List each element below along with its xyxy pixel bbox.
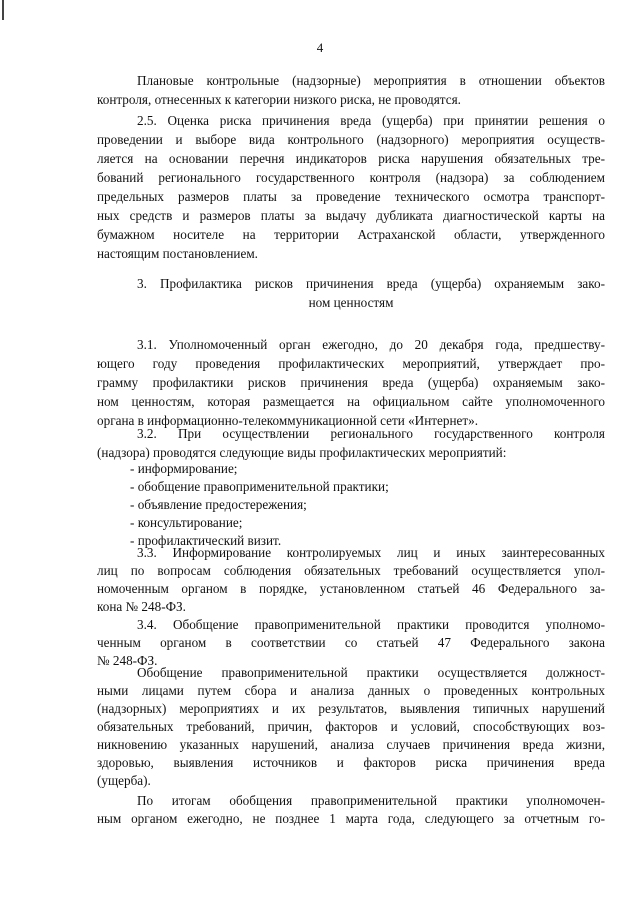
paragraph-line: ных средств и размеров платы за выдачу дубликата диагностической карты на [97, 208, 605, 223]
paragraph-line: По итогам обобщения правоприменительной практики уполномочен- [137, 793, 605, 808]
paragraph-line: настоящим постановлением. [97, 246, 258, 261]
paragraph-line: ющего году проведения профилактических мероприятий, утверждает про- [97, 356, 605, 371]
paragraph-line: здоровью, выявления источников и факторов риска причинения вреда [97, 755, 605, 770]
paragraph-line: бумажном носителе на территории Астраханской области, утвержденного [97, 227, 605, 242]
list-item: - консультирование; [130, 515, 243, 530]
paragraph-line: 3.1. Уполномоченный орган ежегодно, до 20 декабря года, предшеству- [137, 337, 605, 352]
paragraph-line: лиц по вопросам соблюдения обязательных требований осуществляется упол- [97, 563, 605, 578]
list-item: - профилактический визит. [130, 533, 282, 548]
section-heading-line: ном ценностям [308, 295, 394, 310]
list-item: - объявление предостережения; [130, 497, 307, 512]
paragraph-line: органа в информационно-телекоммуникационной сети «Интернет». [97, 413, 479, 428]
paragraph-line: ляется на основании перечня индикаторов риска нарушения обязательных тре- [97, 151, 605, 166]
paragraph-line: (ущерба). [97, 773, 151, 788]
paragraph-line: Обобщение правоприменительной практики осуществляется должност- [137, 665, 605, 680]
paragraph-line: контроля, отнесенных к категории низкого риска, не проводятся. [97, 92, 461, 107]
paragraph-line: проведении и выборе вида контрольного (надзорного) мероприятия осуществ- [97, 132, 605, 147]
paragraph-line: 2.5. Оценка риска причинения вреда (ущерба) при принятии решения о [137, 113, 605, 128]
paragraph-line: Плановые контрольные (надзорные) мероприятия в отношении объектов [137, 73, 605, 88]
paragraph-line: обязательных требований, причин, факторов и условий, способствующих воз- [97, 719, 605, 734]
paragraph-line: (надзора) проводятся следующие виды профилактических мероприятий: [97, 445, 507, 460]
paragraph-line: ным органом ежегодно, не позднее 1 марта года, следующего за отчетным го- [97, 811, 605, 826]
paragraph-line: никновению указанных нарушений, анализа случаев причинения вреда жизни, [97, 737, 605, 752]
paragraph-line: ченным органом в соответствии со статьей 47 Федерального закона [97, 635, 605, 650]
paragraph-line: 3.3. Информирование контролируемых лиц и иных заинтересованных [137, 545, 605, 560]
paragraph-line: бований регионального государственного контроля (надзора) за соблюдением [97, 170, 605, 185]
paragraph-line: предельных размеров платы за проведение технического осмотра транспорт- [97, 189, 605, 204]
paragraph-line: № 248-ФЗ. [97, 653, 158, 668]
paragraph-line: ными лицами путем сбора и анализа данных о проведенных контрольных [97, 683, 605, 698]
scan-edge-mark [2, 0, 4, 20]
list-item: - обобщение правоприменительной практики; [130, 479, 389, 494]
paragraph-line: кона № 248-ФЗ. [97, 599, 186, 614]
paragraph-line: (надзорных) мероприятиях и их результатов, выявления типичных нарушений [97, 701, 605, 716]
paragraph-line: 3.2. При осуществлении регионального государственного контроля [137, 426, 605, 441]
page-number: 4 [316, 40, 324, 55]
section-heading-line: 3. Профилактика рисков причинения вреда (ущерба) охраняемым зако- [137, 276, 605, 291]
list-item: - информирование; [130, 461, 238, 476]
paragraph-line: номоченным органом в порядке, установленном статьей 46 Федерального за- [97, 581, 605, 596]
paragraph-line: ном ценностям, которая размещается на официальном сайте уполномоченного [97, 394, 605, 409]
paragraph-line: грамму профилактики рисков причинения вреда (ущерба) охраняемым зако- [97, 375, 605, 390]
paragraph-line: 3.4. Обобщение правоприменительной практики проводится уполномо- [137, 617, 605, 632]
